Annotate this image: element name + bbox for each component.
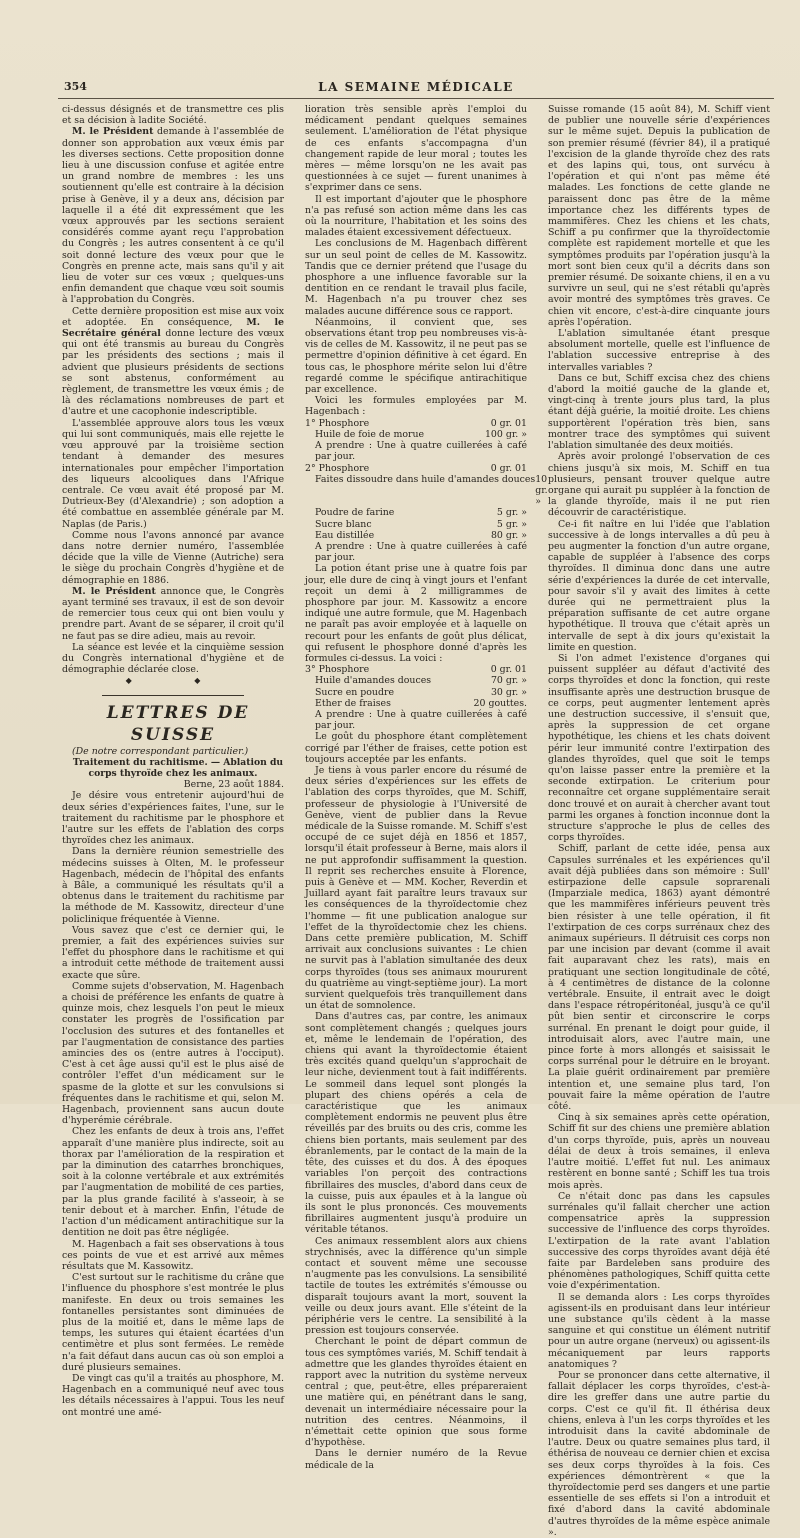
paragraph: Les conclusions de M. Hagenbach diffèrent sur un seul point de celles de M. Kassowitz. Tandis que ce dernier prétend que l'usage du phosphore a une influence favorable sur la dentition en ce rendant le travail plus facile, M. Hagenbach n'a pu trouver chez ses malades aucune différence sous ce rapport. <box>305 238 527 317</box>
formula-row <box>305 473 548 508</box>
paragraph: La potion étant prise une à quatre fois par jour, elle dure de cinq à vingt jours et l'enfant reçoit un demi à 2 milligrammes de phosphore par jour. M. Kassowitz a encore indiqué une autre formule, que M. Hagenbach ne paraît pas avoir employée et à laquelle on recourt pour les enfants de goût plus délicat, qui refusent le phosphore donné d'après les formules ci-dessus. La voici : <box>305 563 527 664</box>
paragraph: Suisse romande (15 août 84), M. Schiff vient de publier une nouvelle série d'expériences sur le même sujet. Depuis la publication de son premier résumé (février 84), il a pratiqué l'excision de la glande thyroïde chez des rats et des lapins qui, tous, ont survécu à l'opération et qui n'ont pas même été malades. Les fonctions de cette glande ne paraissent donc pas être de la même importance chez les différents types de mammifères. Chez les chiens et les chats, Schiff a pu confirmer que la thyroïdectomie complète est rapidement mortelle et que les symptômes produits par l'opération jusqu'à la mort sont bien ceux qu'il a décrits dans son premier résumé. De soixante chiens, il en a vu survivre un seul, qui ne s'est rétabli qu'après avoir montré des symptômes très graves. Ce chien vit encore, c'est-à-dire cinquante jours après l'opération. <box>548 104 770 328</box>
ingredient: 3° Phosphore <box>305 664 370 676</box>
quantity: 20 gouttes. <box>473 697 527 709</box>
speaker: M. le Président <box>72 585 156 597</box>
ingredient: Faites dissoudre dans huile d'amandes douces <box>315 473 536 485</box>
quantity: 0 gr. 01 <box>490 664 527 676</box>
paragraph <box>62 586 284 642</box>
ingredient: Eau distillée <box>315 529 375 541</box>
paragraph: De vingt cas qu'il a traités au phosphore, M. Hagenbach en a communiqué neuf avec tous les détails nécessaires à l'appui. Tous les neuf ont montré une amé- <box>62 1372 284 1418</box>
formula-2 <box>305 462 548 564</box>
paragraph: Ce-i fit naître en lui l'idée que l'ablation successive à de longs intervalles a dû peu à peu augmenter la fonction d'un autre organe, capable de suppléer à l'absence des corps thyroïdes. Il diminua donc dans une autre série d'expériences la durée de cet intervalle, pour savoir s'il y avait des limites à cette durée qui ne permettraient plus la préparation suffisante de cet autre organe hypothétique. Il trouva que c'était après un intervalle de sept à dix jours qu'existait la limite en question. <box>548 518 770 653</box>
paragraph: Je tiens à vous parler encore du résumé de deux séries d'expériences sur les effets de l'ablation des corps thyroïdes, que M. Schiff, professeur de physiologie à l'Université de Genève, vient de publier dans la Revue médicale de la Suisse romande. M. Schiff s'est occupé de ce sujet déjà en 1856 et 1857, lorsqu'il était professeur à Berne, mais alors il ne put approfondir suffisamment la question. Il reprit ses recherches ensuite à Florence, puis à Genève et — MM. Kocher, Reverdin et Juillard ayant fait paraître leurs travaux sur les conséquences de la thyroïdectomie chez l'homme — fit une publication analogue sur l'effet de la thyroïdectomie chez les chiens. Dans cette première publication, M. Schiff arrivait aux conclusions suivantes : Le chien ne survit pas à l'ablation simultanée des deux corps thyroïdes (tous ses animaux moururent du quatrième au vingt-septième jour). La mort survient quelquefois très tranquillement dans un état de somnolence. <box>305 764 527 1012</box>
paragraph: Cherchant le point de départ commun de tous ces symptômes variés, M. Schiff tendait à admettre que les glandes thyroïdes étaient en rapport avec la nutrition du système nerveux central ; que, peut-être, elles prépareraient une matière qui, en pénétrant dans le sang, devenait un intermédiaire nécessaire pour la nutrition des centres. Néanmoins, il n'émettait cette opinion que sous forme d'hypothèse. <box>305 1336 527 1449</box>
column-right <box>548 104 770 1538</box>
column-left <box>62 104 284 1418</box>
formula-3 <box>305 664 527 731</box>
paragraph: Si l'on admet l'existence d'organes qui puissent suppléer au défaut d'activité des corps thyroïdes et donc la fonction, qui reste insuffisante après une destruction brusque de ce corps, peut augmenter lentement après une destruction successive, il s'ensuit que, après la suppression de cet organe hypothétique, les chiens et les chats doivent périr leur immunité contre l'extirpation des glandes thyroïdes, quel que soit le temps qu'on laisse passer entre la première et la seconde extirpation. Le criterium pour reconnaître cet organe supplémentaire serait donc trouvé et on aurait à chercher avant tout parmi les organes à fonction inconnue dont la structure s'approche le plus de celles des corps thyroïdes. <box>548 652 770 844</box>
paragraph: Schiff, parlant de cette idée, pensa aux Capsules surrénales et les expériences qu'il avait déjà publiées dans son mémoire : Sull' estirpazione delle capsule soprarenali (Imparziale medica, 1863) ayant démontré que les mammifères inférieurs peuvent très bien résister à une telle opération, il fit l'extirpation de ces corps surrénaux chez des animaux supérieurs. Il détruisit ces corps non par une incision par devant (comme il avait fait auparavant chez les rats), mais en pratiquant une section longitudinale de côté, à 4 centimètres de distance de la colonne vertébrale. Ensuite, il entrait avec le doigt dans l'espace rétropéritonéal, jusqu'à ce qu'il pût bien sentir et circonscrire le corps surrénal. En prenant le doigt pour guide, il introduisait alors, avec l'autre main, une pince forte à mors allongés et saisissait le corps surrénal pour le détruire en le broyant. La plaie guérit ordinairement par première intention et, une semaine plus tard, l'on pouvait faire la même opération de l'autre côté. <box>548 843 770 1113</box>
paragraph-text: annonce que, le Congrès ayant terminé ses travaux, il est de son devoir de remercier tous ceux qui ont bien voulu y prendre part. Avant de se séparer, il croit qu'il ne faut pas se dire adieu, mais au revoir. <box>62 585 284 642</box>
paragraph: ci-dessus désignés et de transmettre ces plis et sa décision à ladite Société. <box>62 104 284 127</box>
running-title: LA SEMAINE MÉDICALE <box>318 80 514 94</box>
column-middle <box>305 104 548 1471</box>
paragraph: Le goût du phosphore étant complètement corrigé par l'éther de fraises, cette potion est toujours acceptée par les enfants. <box>305 731 527 765</box>
formula-row <box>305 664 527 675</box>
quantity: 10 gr. » <box>535 473 548 508</box>
ingredient: 1° Phosphore <box>305 417 370 429</box>
paragraph: M. Hagenbach a fait ses observations à tous ces points de vue et est arrivé aux mêmes résultats que M. Kassowitz. <box>62 1238 284 1272</box>
formula-row <box>305 463 527 474</box>
quantity: 5 gr. » <box>496 507 527 519</box>
paragraph: Dans ce but, Schiff excisa chez des chiens d'abord la moitié gauche de la glande et, vingt-cinq à trente jours plus tard, la plus étant déjà guérie, la moitié droite. Les chiens supportèrent l'opération très bien, sans montrer trace des symptômes qui suivent l'ablation simultanée des deux moitiés. <box>548 372 770 452</box>
speaker: M. le Secrétaire général <box>62 316 284 340</box>
divider-rule <box>102 695 244 696</box>
paragraph: Voici les formules employées par M. Hagenbach : <box>305 395 527 418</box>
dosage: A prendre : Une à quatre cuillerées à café par jour. <box>315 440 527 463</box>
paragraph: Il est important d'ajouter que le phosphore n'a pas refusé son action même dans les cas où la nourriture, l'habitation et les soins des malades étaient excessivement défectueux. <box>305 193 527 239</box>
paragraph: Je désire vous entretenir aujourd'hui de deux séries d'expériences faites, l'une, sur le traitement du rachitisme par le phosphore et l'autre sur les effets de l'ablation des corps thyroïdes chez les animaux. <box>62 790 284 847</box>
paragraph: Chez les enfants de deux à trois ans, l'effet apparaît d'une manière plus indirecte, soit au thorax par l'amélioration de la respiration et par la diminution des catarrhes bronchiques, soit à la colonne vertébrale et aux extrémités par l'augmentation de mobilité de ces parties, par la plus grande facilité à s'asseoir, à se tenir debout et à marcher. Enfin, l'étude de l'action d'un médicament antirachitique sur la dentition ne doit pas être négligée. <box>62 1126 284 1239</box>
quantity: 0 gr. 01 <box>490 417 527 429</box>
formula-row <box>305 687 527 698</box>
paragraph: lioration très sensible après l'emploi du médicament pendant quelques semaines seulement. L'amélioration de l'état physique de ces enfants s'accompagna d'un changement rapide de leur moral ; toutes les mères — même lorsqu'on ne les avait pas questionnées à ce sujet — furent unanimes à s'exprimer dans ce sens. <box>305 104 527 194</box>
paragraph: Comme sujets d'observation, M. Hagenbach a choisi de préférence les enfants de quatre à quinze mois, chez lesquels l'on peut le mieux constater les progrès de l'ossification par l'occlusion des sutures et des fontanelles et par l'augmentation de consistance des parties amincies des os (entre autres à l'occiput). C'est à cet âge aussi qu'il est le plus aisé de contrôler l'effet d'un médicament sur le spasme de la glotte et sur les convulsions si fréquentes dans le rachitisme et qui, selon M. Hagenbach, proviennent sans aucun doute d'hyperémie cérébrale. <box>62 980 284 1127</box>
formula-row <box>305 675 527 686</box>
paragraph: Néanmoins, il convient que, ses observations étant trop peu nombreuses vis-à-vis de celles de M. Kassowitz, il ne peut pas se permettre d'opinion définitive à cet égard. En tous cas, le phosphore mérite selon lui d'être regardé comme le spécifique antirachitique par excellence. <box>305 316 528 396</box>
dosage: A prendre : Une à quatre cuillerées à café par jour. <box>315 540 527 564</box>
paragraph: C'est surtout sur le rachitisme du crâne que l'influence du phosphore s'est montrée le plus manifeste. En deux ou trois semaines les fontanelles persistantes sont diminuées de plus de la moitié et, dans le même laps de temps, les sutures qui étaient écartées d'un centimètre et plus sont fermées. Le remède n'a fait défaut dans aucun cas où son emploi a duré plusieurs semaines. <box>62 1272 284 1373</box>
formula-row <box>305 698 527 709</box>
paragraph-text: demande à l'assemblée de donner son approbation aux vœux émis par les diverses sections. Cette proposition donne lieu à une discussion confuse et agitée entre un grand nombre de membres : les uns soutiennent qu'elle est contraire à la décision prise à Genève, il y a deux ans, décision par laquelle il a été dit expressément que les vœux approuvés par les sections seraient considérés comme ayant reçu l'approbation du Congrès ; les autres consentent à ce qu'il soit donné lecture des vœux pour que le Congrès en prenne acte, mais sans qu'il y ait lieu de voter sur ces vœux ; quelques-uns enfin demandent que chaque vœu soit soumis à l'approbation du Congrès. <box>62 126 284 306</box>
speaker: M. le Président <box>72 126 154 138</box>
dateline: Berne, 23 août 1884. <box>183 779 284 791</box>
quantity: 80 gr. » <box>490 529 527 541</box>
ingredient: Poudre de farine <box>315 507 395 519</box>
quantity: 0 gr. 01 <box>490 462 527 474</box>
paragraph: Il se demanda alors : Les corps thyroïdes agissent-ils en produisant dans leur intérieur une substance qu'ils cèdent à la masse sanguine et qui constitue un élément nutritif pour un autre organe (nerveux) ou agissent-ils mécaniquement par leurs rapports anatomiques ? <box>548 1291 770 1370</box>
quantity: 30 gr. » <box>490 686 527 698</box>
formula-row <box>305 507 527 518</box>
section-heading: LETTRES DE SUISSE <box>106 702 250 745</box>
section-subheading: (De notre correspondant particulier.) <box>72 745 249 757</box>
paragraph <box>62 306 284 418</box>
article-title: Traitement du rachitisme. — Ablation du corps thyroïde chez les animaux. <box>72 756 284 779</box>
paragraph <box>62 126 284 305</box>
page-header <box>58 80 774 99</box>
paragraph: Ces animaux ressemblent alors aux chiens strychnisés, avec la différence qu'un simple contact et souvent même une secousse n'augmente pas les convulsions. La sensibilité tactile de toutes les extrémités s'émousse ou disparaît toujours avant la mort, souvent la veille ou deux jours avant. Elle s'éteint de la périphérie vers le centre. La sensibilité à la pression est toujours conservée. <box>305 1235 527 1337</box>
ingredient: Ether de fraises <box>315 697 391 709</box>
quantity: 100 gr. » <box>484 428 527 440</box>
formula-row <box>305 519 527 530</box>
paragraph: Cinq à six semaines après cette opération, Schiff fit sur des chiens une première ablation d'un corps thyroïde, puis, après un nouveau délai de deux à trois semaines, il enleva l'autre moitié. L'effet fut nul. Les animaux restèrent en bonne santé ; Schiff les tua trois mois après. <box>548 1112 770 1191</box>
paragraph-text: Cette dernière proposition est mise aux voix et adoptée. En conséquence, <box>62 305 284 328</box>
paragraph: Dans la dernière réunion semestrielle des médecins suisses à Olten, M. le professeur Hagenbach, médecin de l'hôpital des enfants à Bâle, a communiqué les résultats qu'il a obtenus dans le traitement du rachitisme par la méthode de M. Kassowitz, directeur d'une policlinique fréquentée à Vienne. <box>62 846 284 925</box>
paragraph: La séance est levée et la cinquième session du Congrès international d'hygiène et de démographie déclarée close. <box>62 641 284 676</box>
formula-row <box>305 429 527 440</box>
paragraph: Après avoir prolongé l'observation de ces chiens jusqu'à six mois, M. Schiff en tua plusieurs, pensant trouver quelque autre organe qui aurait pu suppléer à la fonction de la glande thyroïde, mais il ne put rien découvrir de caractéristique. <box>548 451 770 519</box>
paragraph: L'ablation simultanée étant presque absolument mortelle, quelle est l'influence de l'ablation successive entreprise à des intervalles variables ? <box>548 328 770 373</box>
formula-row <box>305 418 527 429</box>
paragraph: Vous savez que c'est ce dernier qui, le premier, a fait des expériences suivies sur l'effet du phosphore dans le rachitisme et qui a introduit cette méthode de traitement aussi exacte que sûre. <box>62 924 284 981</box>
paragraph: Pour se prononcer dans cette alternative, il fallait déplacer les corps thyroïdes, c'est-à-dire les greffer dans une autre partie du corps. C'est ce qu'il fit. Il éthérisa deux chiens, enleva à l'un les corps thyroïdes et les introduisit dans la cavité abdominale de l'autre. Deux ou quatre semaines plus tard, il éthérisa de nouveau ce dernier chien et excisa ses deux corps thyroïdes à la fois. Ces expériences démontrèrent « que la thyroïdectomie perd ses dangers et une partie essentielle de ses effets si l'on a introduit et fixé d'abord dans la cavité abdominale d'autres thyroïdes de la même espèce animale ». <box>548 1369 770 1538</box>
paragraph-text: donne lecture des vœux qui ont été transmis au bureau du Congrès par les présidents des sections ; mais il advient que plusieurs présidents de sections se sont abstenus, conformément au règlement, de transmettre les vœux émis ; de là des réclamations nombreuses de part et d'autre et une cacophonie indescriptible. <box>62 328 284 418</box>
ingredient: 2° Phosphore <box>305 462 370 474</box>
quantity: 70 gr. » <box>490 675 527 687</box>
quantity: 5 gr. » <box>496 518 527 530</box>
paragraph: Ce n'était donc pas dans les capsules surrénales qu'il fallait chercher une action compensatrice après la suppression successive de l'influence des corps thyroïdes. L'extirpation de la rate avant l'ablation successive des corps thyroïdes avant déjà été faite par Bardeleben sans produire des phénomènes pathologiques, Schiff quitta cette voie d'expérimentation. <box>548 1190 770 1292</box>
section-divider: ◆ ◆ <box>125 676 231 686</box>
paragraph: L'assemblée approuve alors tous les vœux qui lui sont communiqués, mais elle rejette le vœu approuvé par la troisième section tendant à demander des mesures internationales pour empêcher l'importation des liqueurs alcooliques dans l'Afrique centrale. Ce vœu avait été proposé par M. Dutrieux-Bey (d'Alexandrie) ; son adoption a été combattue en assemblée générale par M. Naplas (de Paris.) <box>62 417 284 530</box>
paragraph: Dans le dernier numéro de la Revue médicale de la <box>305 1448 527 1471</box>
formula-1 <box>305 418 527 463</box>
paragraph: Comme nous l'avons annoncé par avance dans notre dernier numéro, l'assemblée décide que la ville de Vienne (Autriche) sera le siège du prochain Congrès d'hygiène et de démographie en 1886. <box>62 529 284 586</box>
dosage: A prendre : Une à quatre cuillerées à café par jour. <box>315 708 527 732</box>
ingredient: Sucre blanc <box>315 518 372 530</box>
ingredient: Huile d'amandes douces <box>315 675 432 687</box>
formula-row <box>305 530 527 541</box>
ingredient: Huile de foie de morue <box>315 428 425 440</box>
paragraph: Dans d'autres cas, par contre, les animaux sont complètement changés ; quelques jours et, même le lendemain de l'opération, des chiens qui avant la thyroïdectomie étaient très excités quand quelqu'un s'approchait de leur niche, devienment tout à fait indifférents. Le sommeil dans lequel sont plongés la plupart des chiens opérés a cela de caractéristique que les animaux complètement endormis ne peuvent plus être réveillés par des bruits ou des cris, comme les chiens bien portants, mais seulement par des ébranlements, par le contact de la main de la tête, des cuisses et du dos. À des époques variables l'on perçoit des contractions fibrillaires des muscles, d'abord dans ceux de la cuisse, puis aux épaules et à la langue où ils sont le plus prononcés. Ces mouvements fibrillaires augmentent jusqu'à produire un véritable tétanos. <box>305 1011 527 1236</box>
page-number: 354 <box>64 80 87 93</box>
ingredient: Sucre en poudre <box>315 686 395 698</box>
